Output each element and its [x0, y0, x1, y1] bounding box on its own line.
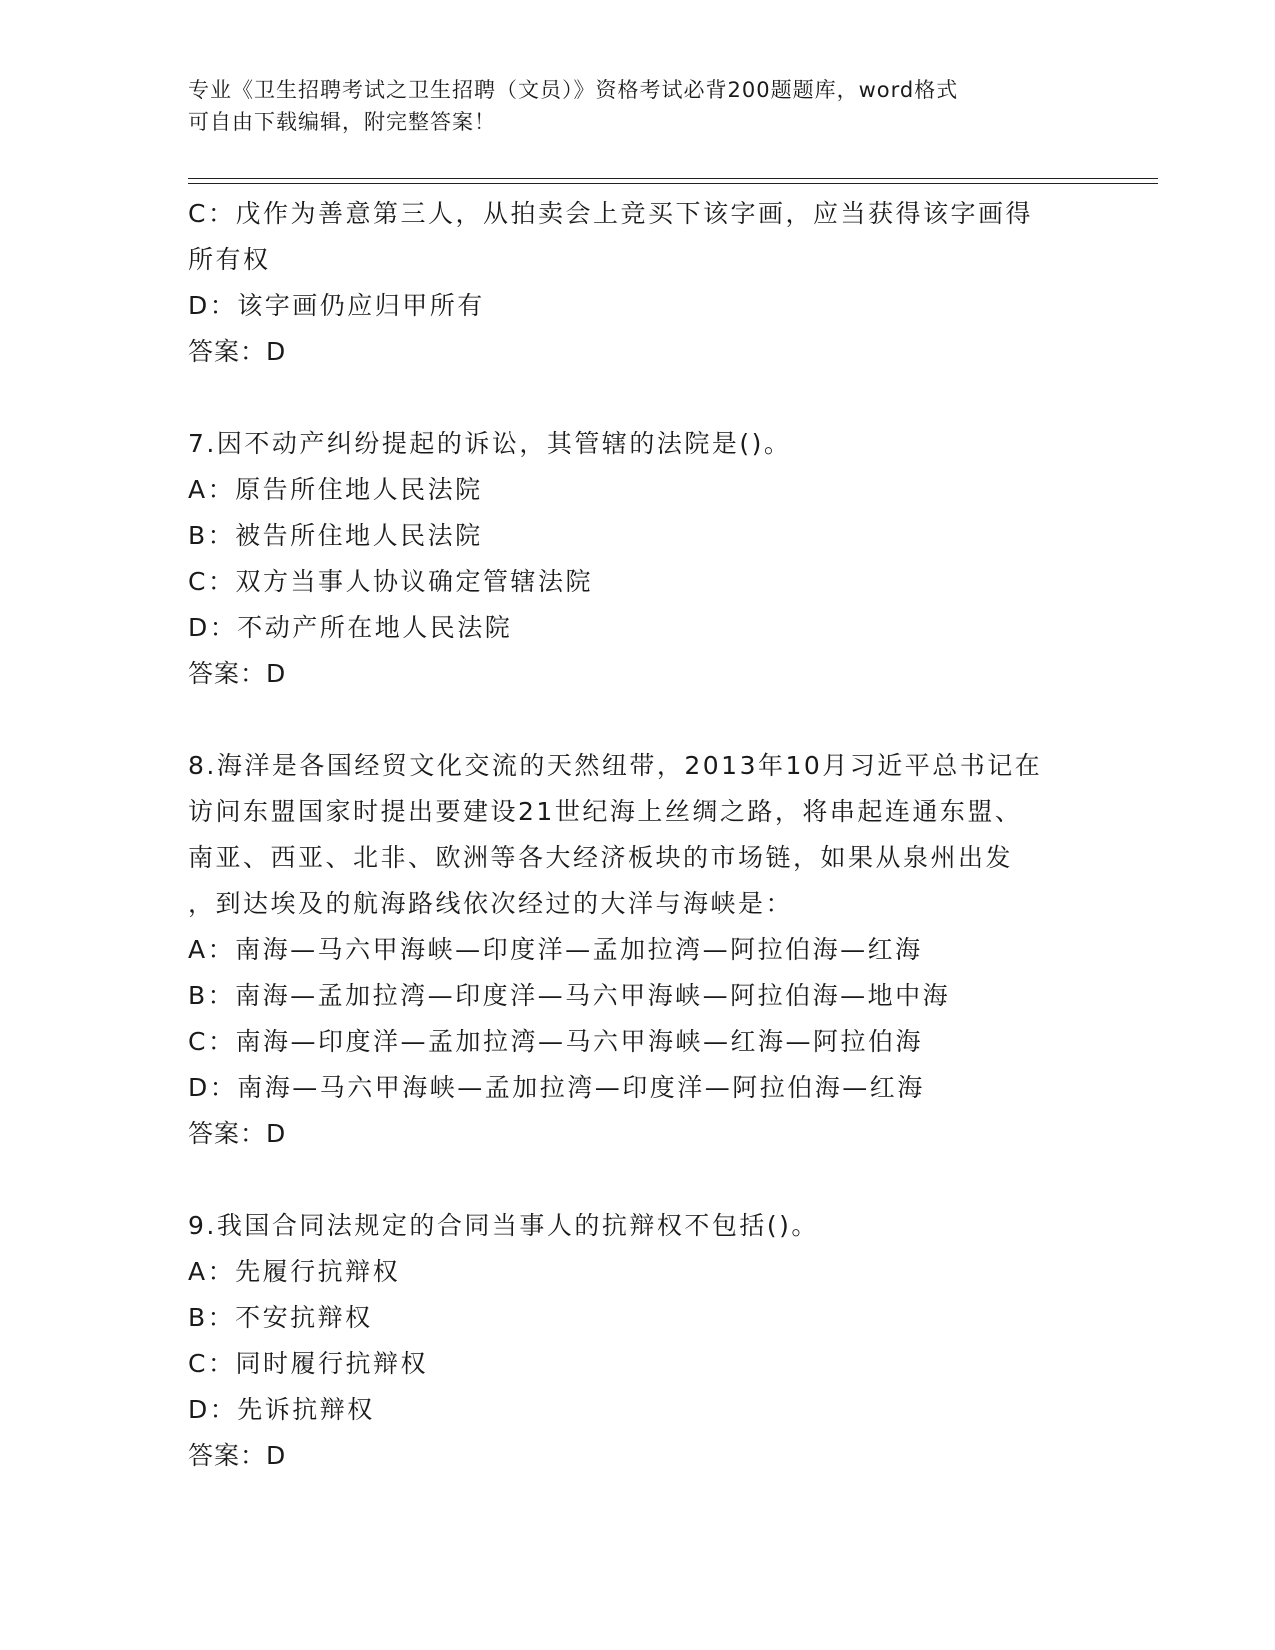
- question-7: [188, 421, 1088, 697]
- previous-question: [188, 191, 1088, 375]
- option-a: A：南海—马六甲海峡—印度洋—孟加拉湾—阿拉伯海—红海: [188, 935, 923, 964]
- option-c: C：同时履行抗辩权: [188, 1349, 428, 1378]
- option-b: B：不安抗辩权: [188, 1303, 373, 1332]
- document-header: [188, 74, 1088, 138]
- spacer: [188, 375, 1088, 421]
- header-divider-bottom: [188, 183, 1158, 184]
- question-stem: 9.我国合同法规定的合同当事人的抗辩权不包括()。: [188, 1211, 819, 1240]
- option-a: A：先履行抗辩权: [188, 1257, 401, 1286]
- question-stem-line-3: 南亚、西亚、北非、欧洲等各大经济板块的市场链，如果从泉州出发: [188, 843, 1014, 872]
- question-stem-line-1: 8.海洋是各国经贸文化交流的天然纽带，2013年10月习近平总书记在: [188, 751, 1043, 780]
- question-9: [188, 1203, 1088, 1479]
- answer: 答案：D: [188, 337, 287, 366]
- option-a: A：原告所住地人民法院: [188, 475, 483, 504]
- option-d: D：该字画仍应归甲所有: [188, 291, 485, 320]
- answer: 答案：D: [188, 659, 287, 688]
- option-d: D：不动产所在地人民法院: [188, 613, 513, 642]
- header-divider-top: [188, 178, 1158, 179]
- option-c: C：双方当事人协议确定管辖法院: [188, 567, 593, 596]
- option-d: D：南海—马六甲海峡—孟加拉湾—印度洋—阿拉伯海—红海: [188, 1073, 925, 1102]
- header-line-2: 可自由下载编辑，附完整答案！: [188, 110, 496, 134]
- question-stem-line-2: 访问东盟国家时提出要建设21世纪海上丝绸之路，将串起连通东盟、: [188, 797, 1023, 826]
- question-stem: 7.因不动产纠纷提起的诉讼，其管辖的法院是()。: [188, 429, 792, 458]
- question-8: [188, 743, 1088, 1157]
- header-line-1: 专业《卫生招聘考试之卫生招聘（文员）》资格考试必背200题题库，word格式: [188, 78, 959, 102]
- spacer: [188, 697, 1088, 743]
- question-stem-line-4: ，到达埃及的航海路线依次经过的大洋与海峡是：: [188, 889, 794, 918]
- spacer: [188, 1157, 1088, 1203]
- answer: 答案：D: [188, 1441, 287, 1470]
- option-d: D：先诉抗辩权: [188, 1395, 375, 1424]
- option-b: B：南海—孟加拉湾—印度洋—马六甲海峡—阿拉伯海—地中海: [188, 981, 951, 1010]
- option-c-line-2: 所有权: [188, 245, 271, 274]
- answer: 答案：D: [188, 1119, 287, 1148]
- option-b: B：被告所住地人民法院: [188, 521, 483, 550]
- option-c: C：南海—印度洋—孟加拉湾—马六甲海峡—红海—阿拉伯海: [188, 1027, 923, 1056]
- option-c-line-1: C：戊作为善意第三人，从拍卖会上竞买下该字画，应当获得该字画得: [188, 199, 1033, 228]
- question-content: [188, 191, 1088, 1479]
